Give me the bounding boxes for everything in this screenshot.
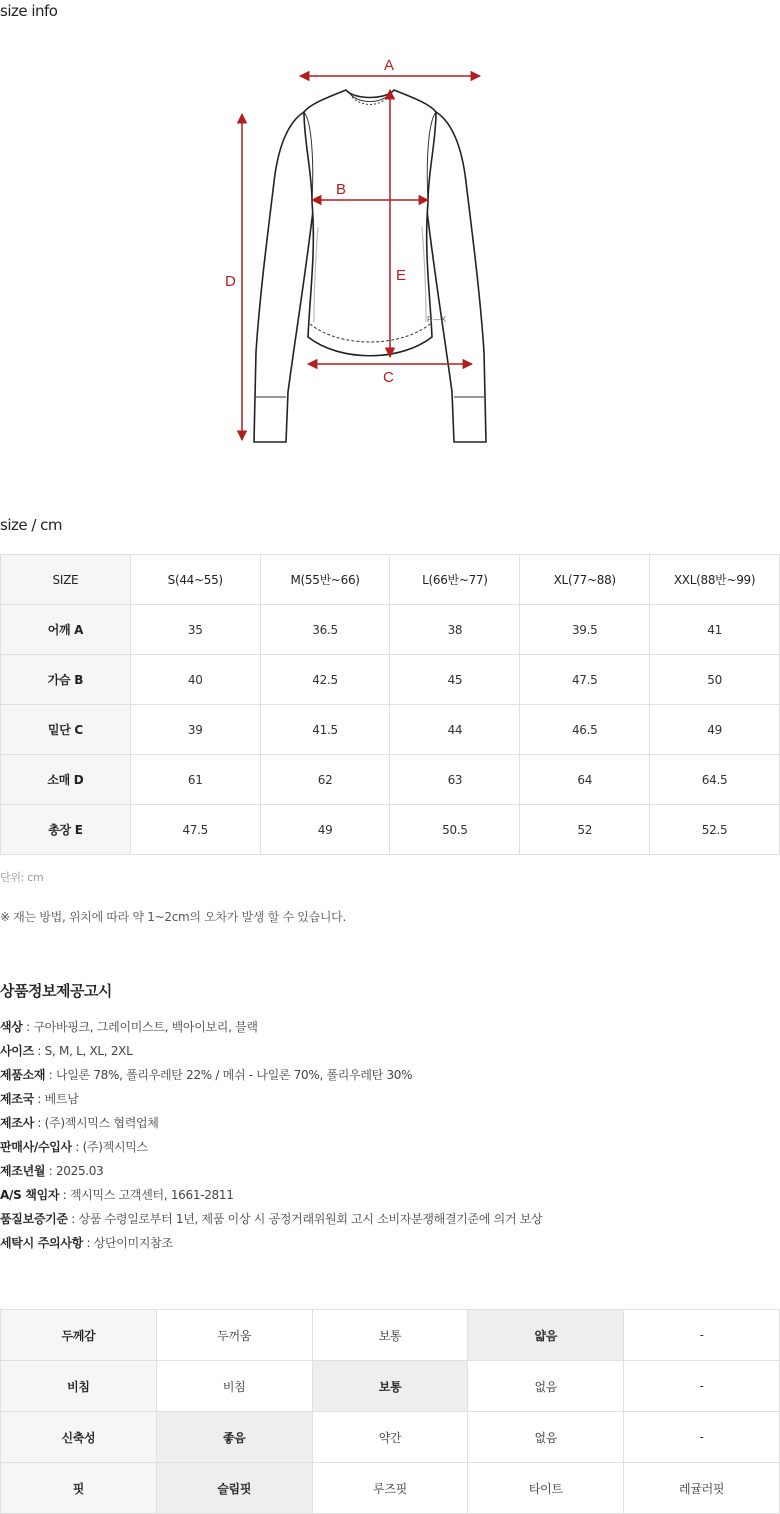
list-item (0, 1138, 542, 1162)
size-cell: 44 (390, 705, 520, 755)
info-label: A/S 책임자 (0, 1188, 60, 1202)
size-cell: 52.5 (650, 805, 780, 855)
table-row (1, 1463, 780, 1514)
size-cell: 63 (390, 755, 520, 805)
size-cell: 42.5 (260, 655, 390, 705)
info-value: : 상품 수령일로부터 1년, 제품 이상 시 공정거래위원회 고시 소비자분쟁해결기준에 의거 보상 (67, 1212, 543, 1226)
size-cell: 61 (130, 755, 260, 805)
property-option: 타이트 (468, 1463, 624, 1514)
info-label: 제조사 (0, 1116, 34, 1130)
property-option: 비침 (156, 1361, 312, 1412)
info-value: : 2025.03 (45, 1164, 104, 1178)
property-option: - (624, 1361, 780, 1412)
size-header-cell: S(44~55) (130, 555, 260, 605)
info-value: : (주)젝시믹스 협력업체 (33, 1116, 159, 1130)
table-row (1, 1310, 780, 1361)
property-option: 얇음 (468, 1310, 624, 1361)
table-row (1, 1412, 780, 1463)
size-header-cell: XXL(88반~99) (650, 555, 780, 605)
size-cell: 41 (650, 605, 780, 655)
size-cell: 41.5 (260, 705, 390, 755)
info-label: 품질보증기준 (0, 1212, 68, 1226)
property-option: 레귤러핏 (624, 1463, 780, 1514)
info-label: 판매사/수입사 (0, 1140, 72, 1154)
table-row (1, 655, 780, 705)
size-cell: 47.5 (130, 805, 260, 855)
property-option: 보통 (312, 1361, 468, 1412)
table-row (1, 605, 780, 655)
size-cell: 50.5 (390, 805, 520, 855)
list-item (0, 1042, 542, 1066)
size-info-title: size info (0, 2, 58, 20)
garment-logo: R—X (427, 315, 447, 324)
property-name: 두께감 (1, 1310, 157, 1361)
property-option: 좋음 (156, 1412, 312, 1463)
info-label: 사이즈 (0, 1044, 34, 1058)
property-option: 슬림핏 (156, 1463, 312, 1514)
info-value: : (주)젝시믹스 (71, 1140, 148, 1154)
list-item (0, 1066, 542, 1090)
info-label: 색상 (0, 1020, 23, 1034)
fabric-properties-table (0, 1309, 780, 1514)
size-cell: 40 (130, 655, 260, 705)
list-item (0, 1162, 542, 1186)
measurement-warning: ※ 재는 방법, 위치에 따라 약 1~2cm의 오차가 발생 할 수 있습니다. (0, 910, 346, 924)
unit-note: 단위: cm (0, 871, 44, 884)
size-cm-title: size / cm (0, 516, 63, 534)
size-cell: 50 (650, 655, 780, 705)
list-item (0, 1114, 542, 1138)
list-item (0, 1210, 542, 1234)
size-header-cell: L(66반~77) (390, 555, 520, 605)
property-option: 없음 (468, 1412, 624, 1463)
size-header-cell: SIZE (1, 555, 131, 605)
size-header-cell: M(55반~66) (260, 555, 390, 605)
property-option: 약간 (312, 1412, 468, 1463)
info-value: : 젝시믹스 고객센터, 1661-2811 (59, 1188, 234, 1202)
property-option: 두꺼움 (156, 1310, 312, 1361)
size-cell: 49 (650, 705, 780, 755)
size-cell: 52 (520, 805, 650, 855)
label-e: E (396, 267, 407, 284)
property-option: - (624, 1412, 780, 1463)
size-cell: 45 (390, 655, 520, 705)
size-cell: 35 (130, 605, 260, 655)
info-label: 제품소재 (0, 1068, 46, 1082)
label-b: B (336, 181, 347, 198)
long-sleeve-top-outline (254, 90, 486, 442)
size-cell: 47.5 (520, 655, 650, 705)
info-value: : 구아바핑크, 그레이미스트, 백아이보리, 블랙 (22, 1020, 258, 1034)
label-d: D (225, 273, 236, 290)
property-name: 비침 (1, 1361, 157, 1412)
info-value: : 나일론 78%, 폴리우레탄 22% / 메쉬 - 나일론 70%, 폴리우레탄 30% (45, 1068, 413, 1082)
property-name: 신축성 (1, 1412, 157, 1463)
property-name: 핏 (1, 1463, 157, 1514)
row-label: 총장 E (1, 805, 131, 855)
garment-measurement-diagram (200, 52, 540, 452)
size-cell: 39.5 (520, 605, 650, 655)
table-row (1, 755, 780, 805)
property-option: 루즈핏 (312, 1463, 468, 1514)
product-notice-title: 상품정보제공고시 (0, 982, 112, 1000)
table-row (1, 705, 780, 755)
size-cell: 36.5 (260, 605, 390, 655)
size-table-header (1, 555, 780, 605)
list-item (0, 1186, 542, 1210)
size-cell: 64 (520, 755, 650, 805)
property-option: 없음 (468, 1361, 624, 1412)
info-label: 제조국 (0, 1092, 34, 1106)
property-option: 보통 (312, 1310, 468, 1361)
product-info-list (0, 1018, 542, 1258)
info-value: : S, M, L, XL, 2XL (33, 1044, 133, 1058)
list-item (0, 1090, 542, 1114)
property-option: - (624, 1310, 780, 1361)
info-label: 제조년월 (0, 1164, 46, 1178)
info-value: : 베트남 (33, 1092, 79, 1106)
row-label: 어깨 A (1, 605, 131, 655)
size-table (0, 554, 780, 855)
row-label: 가슴 B (1, 655, 131, 705)
row-label: 밑단 C (1, 705, 131, 755)
size-cell: 49 (260, 805, 390, 855)
size-cell: 38 (390, 605, 520, 655)
table-row (1, 1361, 780, 1412)
size-cell: 62 (260, 755, 390, 805)
table-row (1, 805, 780, 855)
info-value: : 상단이미지참조 (82, 1236, 173, 1250)
label-a: A (384, 57, 395, 74)
row-label: 소매 D (1, 755, 131, 805)
label-c: C (383, 369, 394, 386)
info-label: 세탁시 주의사항 (0, 1236, 83, 1250)
list-item (0, 1018, 542, 1042)
size-cell: 64.5 (650, 755, 780, 805)
size-cell: 46.5 (520, 705, 650, 755)
size-cell: 39 (130, 705, 260, 755)
list-item (0, 1234, 542, 1258)
size-header-cell: XL(77~88) (520, 555, 650, 605)
